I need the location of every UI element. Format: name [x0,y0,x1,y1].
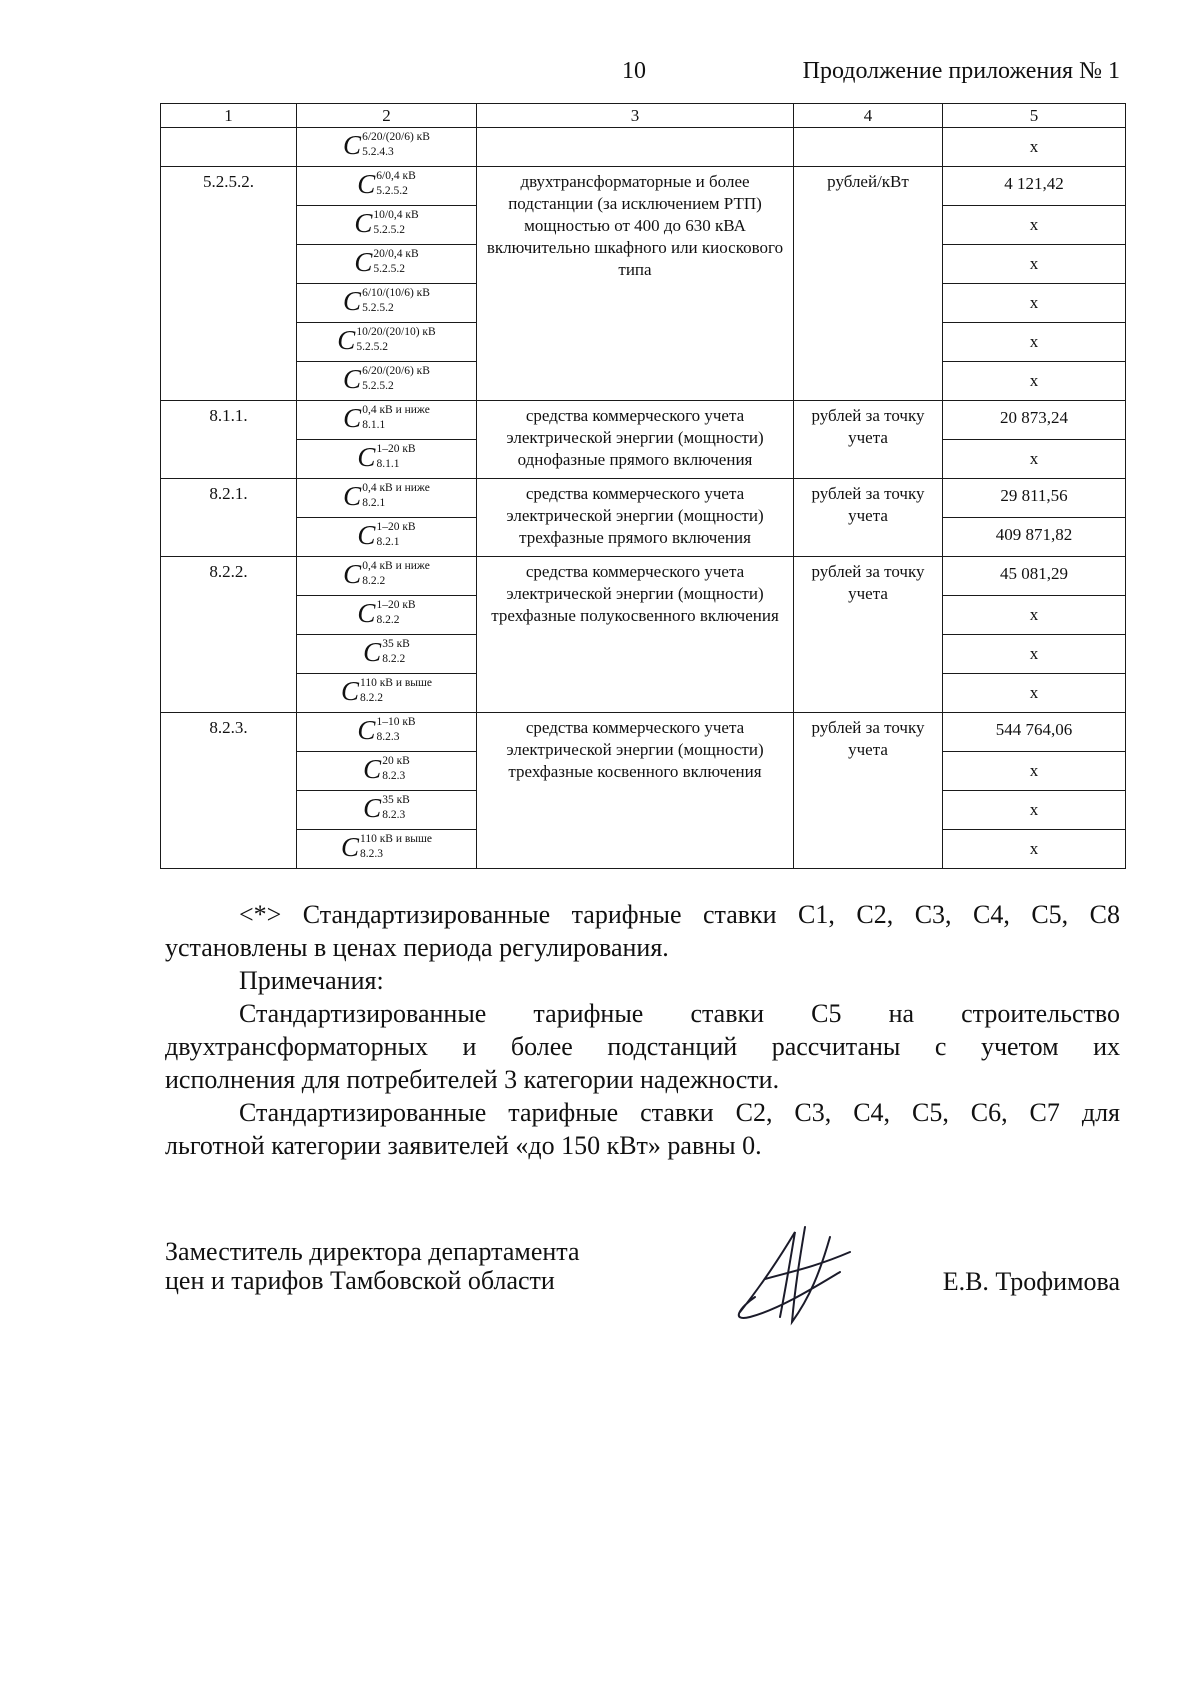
formula-indices [362,130,430,159]
formula-superscript: 6/0,4 кВ [376,170,416,182]
rate-formula [297,713,476,749]
unit-of-measure: рублей за точку учета [794,557,943,713]
formula-subscript: 8.2.1 [362,497,386,509]
tariff-rates-table [160,103,1126,869]
formula-indices [362,559,430,588]
rate-formula [297,752,476,788]
table-header-row [161,104,1126,128]
formula-symbol: C [354,208,373,238]
unit-of-measure: рублей/кВт [794,167,943,401]
handwritten-signature [720,1217,870,1337]
formula-indices [360,832,432,861]
rate-value: 20 873,24 [943,401,1126,440]
rate-formula-cell [297,440,477,479]
rate-value: x [943,596,1126,635]
table-row [161,167,1126,206]
rate-formula [297,128,476,164]
table-row [161,401,1126,440]
rate-value: x [943,791,1126,830]
formula-symbol: C [343,130,362,160]
formula-subscript: 5.2.5.2 [373,224,406,236]
table-row [161,479,1126,518]
formula-indices [373,208,418,237]
formula-indices [362,286,430,315]
rate-value: x [943,128,1126,167]
formula-symbol: C [337,325,356,355]
signatory-position [165,1237,580,1295]
rate-formula-cell [297,791,477,830]
notes-title: Примечания: [239,966,384,995]
formula-symbol: C [343,286,362,316]
formula-symbol: C [357,715,376,745]
formula-subscript: 8.1.1 [362,419,386,431]
formula-superscript: 35 кВ [382,638,410,650]
rate-formula [297,167,476,203]
formula-subscript: 8.1.1 [376,458,400,470]
formula-symbol: C [343,403,362,433]
formula-superscript: 1–10 кВ [376,716,416,728]
rate-formula-cell [297,830,477,869]
rate-formula [297,557,476,593]
table-row [161,128,1126,167]
formula-symbol: C [343,559,362,589]
formula-indices [376,169,415,198]
rate-formula [297,323,476,359]
rate-formula-cell [297,323,477,362]
rate-value: x [943,752,1126,791]
formula-superscript: 0,4 кВ и ниже [362,560,430,572]
formula-indices [373,247,418,276]
formula-indices [376,442,415,471]
rate-formula [297,206,476,242]
formula-subscript: 8.2.3 [360,848,384,860]
rate-formula-cell [297,401,477,440]
note-zero-rates-line1: Стандартизированные тарифные ставки С2, С3, С4, С5, С6, С7 для [239,1098,1120,1127]
rate-formula [297,245,476,281]
column-header-1: 1 [161,104,297,128]
rate-value: 544 764,06 [943,713,1126,752]
page-header [160,58,1120,94]
formula-symbol: C [343,481,362,511]
formula-superscript: 6/20/(20/6) кВ [362,365,430,377]
rate-value: x [943,362,1126,401]
formula-indices [362,403,430,432]
formula-subscript: 5.2.5.2 [376,185,408,197]
formula-symbol: C [354,247,373,277]
note-c5-line2: двухтрансформаторных и более подстанций рассчитаны с учетом их [165,1032,1120,1061]
formula-subscript: 8.2.2 [382,653,406,665]
rate-formula-cell [297,284,477,323]
rate-formula [297,830,476,866]
formula-superscript: 20/0,4 кВ [373,248,419,260]
formula-symbol: C [357,442,376,472]
signatory-name: Е.В. Трофимова [942,1267,1120,1296]
formula-superscript: 110 кВ и выше [360,833,432,845]
column-header-3: 3 [477,104,794,128]
rate-formula-cell [297,596,477,635]
formula-subscript: 5.2.5.2 [356,341,388,353]
rate-value: x [943,440,1126,479]
formula-superscript: 0,4 кВ и ниже [362,404,430,416]
formula-indices [362,481,430,510]
rate-value: x [943,674,1126,713]
item-description: средства коммерческого учета электрической энергии (мощности) трехфазные прямого включения [477,479,794,557]
formula-subscript: 8.2.2 [376,614,400,626]
formula-superscript: 1–20 кВ [376,443,416,455]
formula-symbol: C [341,676,360,706]
item-code: 8.2.1. [161,479,297,557]
formula-subscript: 5.2.4.3 [362,146,394,158]
rate-value: 4 121,42 [943,167,1126,206]
formula-indices [376,520,415,549]
rate-value: 29 811,56 [943,479,1126,518]
rate-formula [297,791,476,827]
formula-indices [362,364,430,393]
unit-of-measure: рублей за точку учета [794,479,943,557]
formula-superscript: 6/20/(20/6) кВ [362,131,430,143]
rate-formula [297,284,476,320]
note-c5-line3: исполнения для потребителей 3 категории надежности. [165,1065,780,1094]
formula-indices [360,676,432,705]
formula-symbol: C [363,754,382,784]
formula-subscript: 8.2.3 [376,731,400,743]
rate-value: x [943,323,1126,362]
item-description: двухтрансформаторные и более подстанции (за исключением РТП) мощностью от 400 до 630 кВА включительно шкафного или киоскового типа [477,167,794,401]
item-description [477,128,794,167]
formula-symbol: C [363,637,382,667]
formula-superscript: 1–20 кВ [376,599,416,611]
column-header-2: 2 [297,104,477,128]
item-code: 8.1.1. [161,401,297,479]
rate-formula-cell [297,518,477,557]
rate-formula-cell [297,752,477,791]
rate-value: x [943,245,1126,284]
formula-indices [376,715,415,744]
appendix-continuation-label: Продолжение приложения № 1 [802,58,1120,84]
footnote-text: <*> Стандартизированные тарифные ставки С1, С2, С3, С4, С5, С8 [239,900,1120,929]
formula-superscript: 35 кВ [382,794,410,806]
rate-formula [297,518,476,554]
rate-formula-cell [297,167,477,206]
formula-subscript: 5.2.5.2 [362,380,394,392]
formula-symbol: C [343,364,362,394]
formula-subscript: 5.2.5.2 [373,263,406,275]
formula-subscript: 8.2.3 [382,809,406,821]
formula-subscript: 8.2.2 [362,575,386,587]
formula-symbol: C [357,598,376,628]
column-header-5: 5 [943,104,1126,128]
unit-of-measure: рублей за точку учета [794,401,943,479]
formula-superscript: 20 кВ [382,755,410,767]
rate-formula-cell [297,713,477,752]
rate-formula [297,479,476,515]
note-c5-line1: Стандартизированные тарифные ставки С5 на строительство [239,999,1120,1028]
formula-superscript: 10/0,4 кВ [373,209,419,221]
table-row [161,557,1126,596]
formula-symbol: C [341,832,360,862]
signatory-position-line1: Заместитель директора департамента [165,1237,580,1266]
formula-subscript: 8.2.2 [360,692,384,704]
rate-value: 45 081,29 [943,557,1126,596]
formula-indices [382,637,410,666]
unit-of-measure [794,128,943,167]
page-number: 10 [622,58,646,84]
rate-formula-cell [297,557,477,596]
rate-formula [297,674,476,710]
formula-superscript: 0,4 кВ и ниже [362,482,430,494]
rate-formula [297,362,476,398]
rate-formula [297,635,476,671]
formula-subscript: 5.2.5.2 [362,302,394,314]
item-description: средства коммерческого учета электрической энергии (мощности) однофазные прямого включения [477,401,794,479]
rate-formula [297,440,476,476]
formula-superscript: 1–20 кВ [376,521,416,533]
formula-indices [356,325,435,354]
rate-value: x [943,206,1126,245]
formula-subscript: 8.2.3 [382,770,406,782]
signature-block [165,1237,1120,1347]
item-description: средства коммерческого учета электрической энергии (мощности) трехфазные полукосвенного включения [477,557,794,713]
formula-superscript: 110 кВ и выше [360,677,432,689]
rate-formula-cell [297,362,477,401]
formula-symbol: C [363,793,382,823]
notes-section [165,898,1120,1162]
formula-indices [382,793,410,822]
formula-symbol: C [357,169,376,199]
rate-value: x [943,830,1126,869]
item-code: 8.2.2. [161,557,297,713]
formula-superscript: 6/10/(10/6) кВ [362,287,430,299]
item-code: 8.2.3. [161,713,297,869]
rate-value: x [943,284,1126,323]
rate-formula-cell [297,206,477,245]
item-code: 5.2.5.2. [161,167,297,401]
rate-value: x [943,635,1126,674]
formula-superscript: 10/20/(20/10) кВ [356,326,436,338]
rate-formula-cell [297,635,477,674]
formula-symbol: C [357,520,376,550]
rate-formula-cell [297,128,477,167]
note-zero-rates-line2: льготной категории заявителей «до 150 кВт» равны 0. [165,1131,762,1160]
rate-formula [297,401,476,437]
rate-formula-cell [297,674,477,713]
signatory-position-line2: цен и тарифов Тамбовской области [165,1266,555,1295]
item-code [161,128,297,167]
rate-formula [297,596,476,632]
formula-indices [376,598,415,627]
table-row [161,713,1126,752]
footnote-text-continued: установлены в ценах периода регулирования. [165,933,669,962]
rate-formula-cell [297,479,477,518]
item-description: средства коммерческого учета электрической энергии (мощности) трехфазные косвенного включения [477,713,794,869]
rate-formula-cell [297,245,477,284]
formula-indices [382,754,410,783]
formula-subscript: 8.2.1 [376,536,400,548]
unit-of-measure: рублей за точку учета [794,713,943,869]
rate-value: 409 871,82 [943,518,1126,557]
column-header-4: 4 [794,104,943,128]
